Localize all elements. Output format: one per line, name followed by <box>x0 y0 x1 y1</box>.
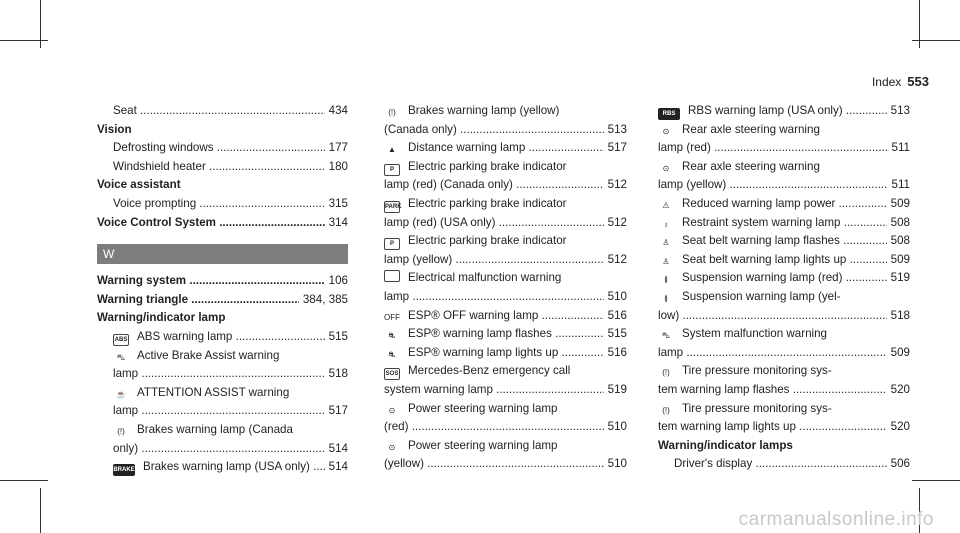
index-entry: lamp ..... 510 <box>384 288 627 307</box>
index-entry: (!) Brakes warning lamp (yellow) <box>384 102 627 121</box>
index-entry: ⊙ Power steering warning lamp <box>384 437 627 456</box>
index-entry: Voice Control System ..... 314 <box>97 214 348 233</box>
index-heading: Warning/indicator lamps <box>658 438 793 452</box>
index-entry: (red) ..... 510 <box>384 418 627 437</box>
index-entry: ♙ Seat belt warning lamp flashes ..... 508 <box>658 232 910 251</box>
index-entry: ☕ ATTENTION ASSIST warning <box>97 384 348 403</box>
index-entry: ABS ABS warning lamp ..... 515 <box>97 328 348 347</box>
seat-belt-icon: ♙ <box>662 238 670 248</box>
index-entry: RBS RBS warning lamp (USA only) ..... 513 <box>658 102 910 121</box>
section-letter: W <box>97 244 348 264</box>
index-entry: tem warning lamp lights up ..... 520 <box>658 418 910 437</box>
index-entry: tem warning lamp flashes ..... 520 <box>658 381 910 400</box>
crop-mark <box>40 0 41 48</box>
parking-brake-icon: P <box>384 164 400 176</box>
skid-car-icon: ⛐ <box>388 331 396 341</box>
crop-mark <box>40 488 41 533</box>
index-entry: (Canada only) ..... 513 <box>384 121 627 140</box>
index-entry: low) ..... 518 <box>658 307 910 326</box>
suspension-icon: ≬ <box>664 293 668 303</box>
index-entry: ⛍ Active Brake Assist warning <box>97 347 348 366</box>
index-label: Index <box>871 75 902 89</box>
index-entry: lamp (red) (USA only) ..... 512 <box>384 214 627 233</box>
index-entry: ⊙ Power steering warning lamp <box>384 400 627 419</box>
index-entry: PARK Electric parking brake indicator <box>384 195 627 214</box>
abs-icon: ABS <box>113 334 129 346</box>
index-column-1 <box>97 102 348 477</box>
index-entry: ⊙ Rear axle steering warning <box>658 121 910 140</box>
index-column-2 <box>384 102 627 474</box>
seat-belt-icon: ♙ <box>662 256 670 266</box>
crop-mark <box>912 480 960 481</box>
index-entry: Warning triangle ..... 384, 385 <box>97 291 348 310</box>
index-entry: only) ..... 514 <box>97 440 348 459</box>
index-entry: SOS Mercedes-Benz emergency call <box>384 362 627 381</box>
parking-brake-icon: P <box>384 238 400 250</box>
index-entry: Windshield heater ..... 180 <box>97 158 348 177</box>
index-entry: ▲ Distance warning lamp ..... 517 <box>384 139 627 158</box>
index-entry: lamp ..... 518 <box>97 365 348 384</box>
index-entry: ⛍ System malfunction warning <box>658 325 910 344</box>
index-entry: (!) Tire pressure monitoring sys- <box>658 400 910 419</box>
index-entry: lamp (red) (Canada only) ..... 512 <box>384 176 627 195</box>
airbag-icon: ♁ <box>663 219 669 229</box>
reduced-power-icon: ⚠ <box>662 200 670 210</box>
index-entry: system warning lamp ..... 519 <box>384 381 627 400</box>
index-entry: ♙ Seat belt warning lamp lights up ..... 509 <box>658 251 910 270</box>
brake-warning-icon: (!) <box>117 426 125 436</box>
coffee-cup-icon: ☕ <box>116 389 126 399</box>
steering-wheel-icon: ⊙ <box>388 442 396 452</box>
index-entry: Defrosting windows ..... 177 <box>97 139 348 158</box>
esp-off-icon: OFF <box>384 312 400 322</box>
index-entry: Warning system ..... 106 <box>97 272 348 291</box>
page-number: 553 <box>907 74 929 89</box>
crop-mark <box>0 480 48 481</box>
index-entry: lamp (yellow) ..... 511 <box>658 176 910 195</box>
index-entry: Electrical malfunction warning <box>384 269 627 288</box>
suspension-icon: ≬ <box>664 275 668 285</box>
index-entry: lamp (red) ..... 511 <box>658 139 910 158</box>
index-entry: P Electric parking brake indicator <box>384 158 627 177</box>
index-entry: OFF ESP® OFF warning lamp ..... 516 <box>384 307 627 326</box>
index-entry: ≬ Suspension warning lamp (red) ..... 519 <box>658 269 910 288</box>
index-column-3 <box>658 102 910 474</box>
tire-pressure-icon: (!) <box>662 368 670 378</box>
index-entry: lamp ..... 509 <box>658 344 910 363</box>
index-entry: ≬ Suspension warning lamp (yel- <box>658 288 910 307</box>
index-entry: ♁ Restraint system warning lamp ..... 508 <box>658 214 910 233</box>
index-entry: ⊙ Rear axle steering warning <box>658 158 910 177</box>
index-entry: BRAKE Brakes warning lamp (USA only) ..... 514 <box>97 458 348 477</box>
index-heading: Vision <box>97 122 132 136</box>
page-header <box>872 74 929 89</box>
sos-icon: SOS <box>384 368 400 380</box>
steering-wheel-icon: ⊙ <box>388 405 396 415</box>
skid-car-icon: ⛐ <box>388 349 396 359</box>
park-icon: PARK <box>384 201 400 213</box>
battery-icon <box>384 270 400 282</box>
car-wrench-icon: ⛍ <box>661 331 671 341</box>
steering-wheel-icon: ⊙ <box>662 126 670 136</box>
distance-warning-icon: ▲ <box>388 145 396 155</box>
watermark: carmanualsonline.info <box>738 509 934 530</box>
crop-mark <box>919 0 920 48</box>
index-entry: Voice prompting ..... 315 <box>97 195 348 214</box>
index-entry: lamp ..... 517 <box>97 402 348 421</box>
index-entry: ⛐ ESP® warning lamp lights up ..... 516 <box>384 344 627 363</box>
index-entry: (yellow) ..... 510 <box>384 455 627 474</box>
brake-warning-icon: (!) <box>388 108 396 117</box>
index-entry: ⚠ Reduced warning lamp power ..... 509 <box>658 195 910 214</box>
index-entry: ⛐ ESP® warning lamp flashes ..... 515 <box>384 325 627 344</box>
steering-wheel-icon: ⊙ <box>662 163 670 173</box>
index-entry: (!) Tire pressure monitoring sys- <box>658 362 910 381</box>
rbs-icon: RBS <box>658 108 680 120</box>
index-entry: Seat ..... 434 <box>97 102 348 121</box>
index-heading: Warning/indicator lamp <box>97 311 226 325</box>
tire-pressure-icon: (!) <box>662 405 670 415</box>
index-entry: P Electric parking brake indicator <box>384 232 627 251</box>
index-entry: Driver's display ..... 506 <box>658 455 910 474</box>
index-entry: lamp (yellow) ..... 512 <box>384 251 627 270</box>
index-heading: Voice assistant <box>97 178 181 192</box>
car-warning-icon: ⛍ <box>116 352 126 362</box>
index-entry: (!) Brakes warning lamp (Canada <box>97 421 348 440</box>
brake-label-icon: BRAKE <box>113 464 135 476</box>
